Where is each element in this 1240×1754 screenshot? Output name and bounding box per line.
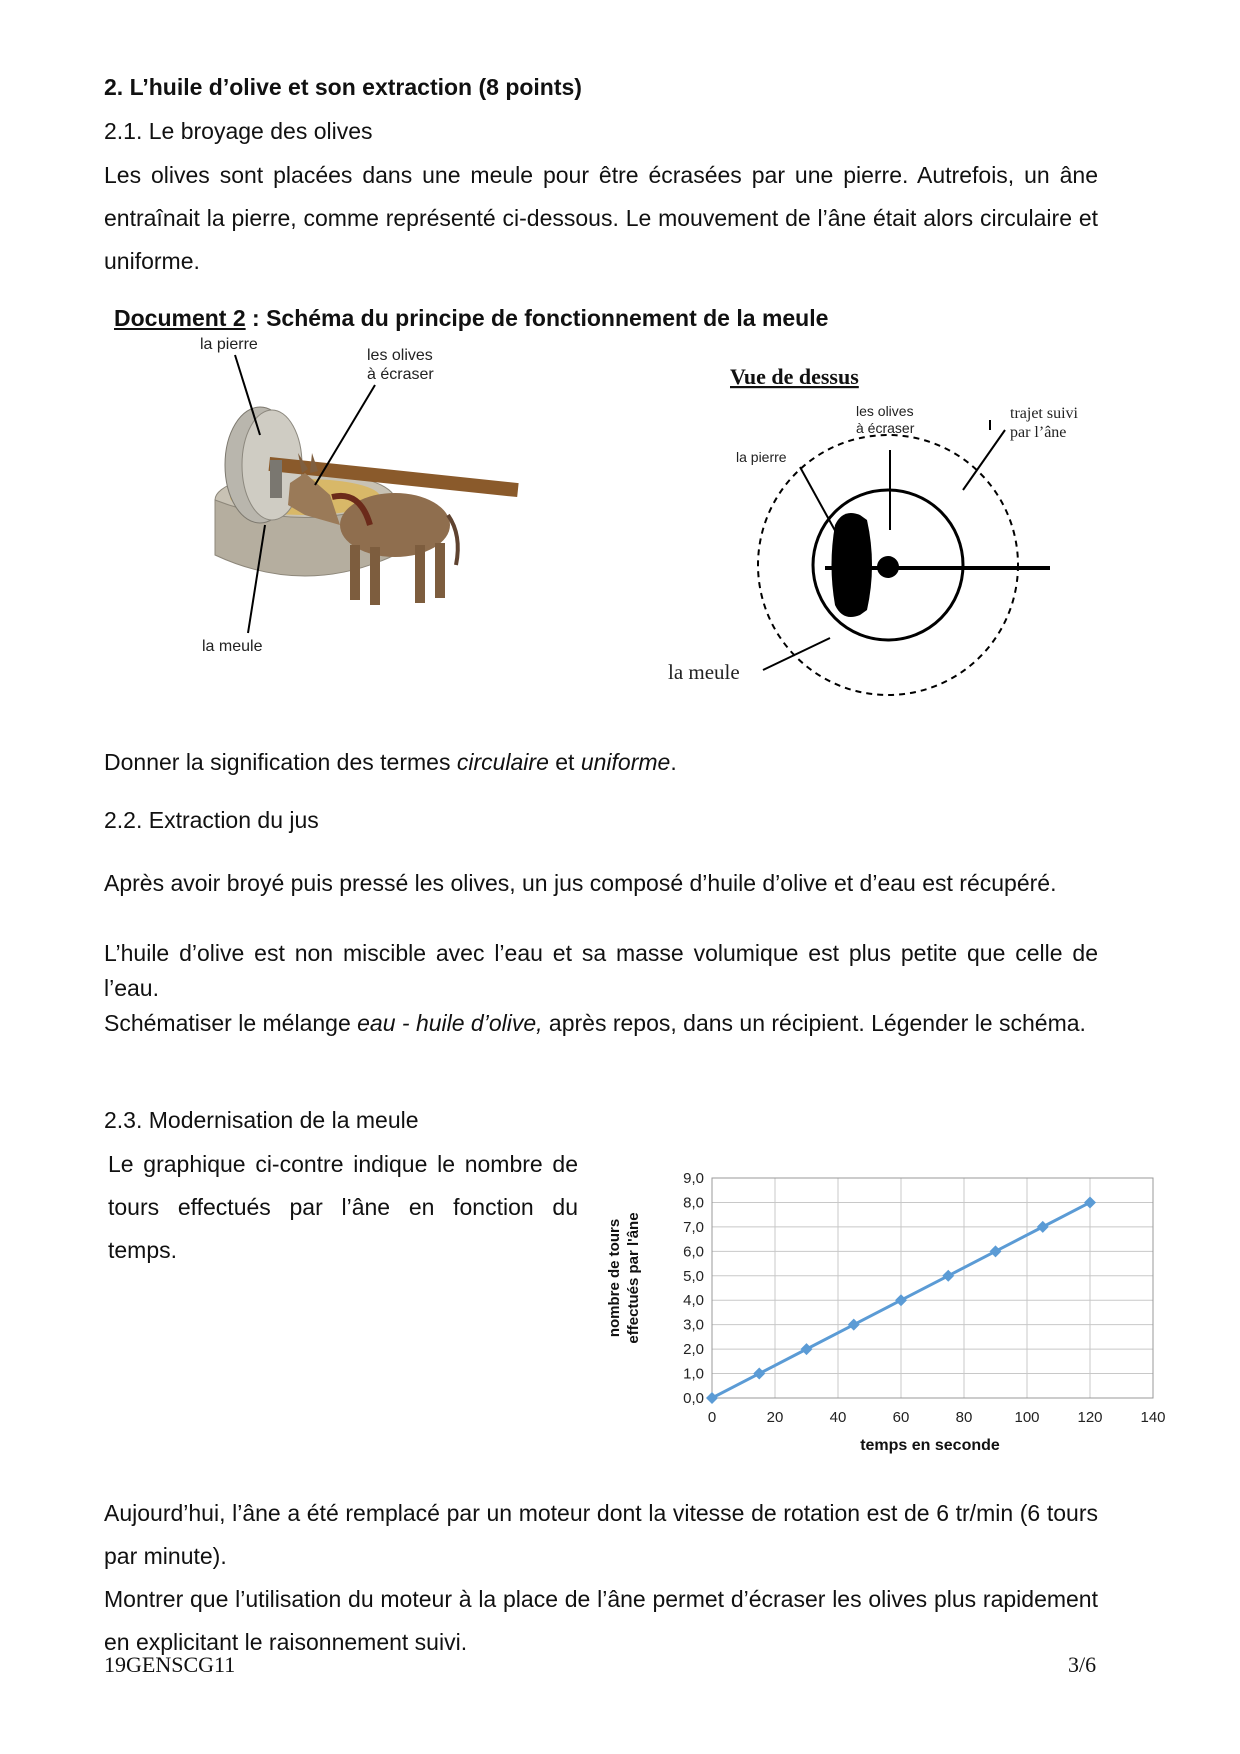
y-tick-label: 6,0	[683, 1243, 704, 1261]
subsection-title-2-2: 2.2. Extraction du jus	[104, 807, 319, 833]
paragraph-2-2-1: Après avoir broyé puis pressé les olives, un jus composé d’huile d’olive et d’eau est récupéré.	[104, 870, 1057, 896]
document-2-heading	[114, 305, 828, 332]
tours-vs-time-chart	[600, 1150, 1180, 1460]
y-tick-label: 8,0	[683, 1194, 704, 1212]
subsection-title-2-3: 2.3. Modernisation de la meule	[104, 1107, 419, 1133]
y-tick-label: 2,0	[683, 1341, 704, 1359]
y-tick-label: 1,0	[683, 1365, 704, 1383]
section-title: 2. L’huile d’olive et son extraction (8 points)	[104, 74, 582, 100]
question-2-1: Donner la signification des termes circulaire et uniforme.	[104, 749, 677, 775]
paragraph-2-2-2: L’huile d’olive est non miscible avec l’eau et sa masse volumique est plus petite que celle de l’eau.	[104, 940, 1098, 1001]
data-point	[753, 1368, 765, 1380]
term-circulaire: circulaire	[456, 749, 549, 775]
data-point	[706, 1392, 718, 1404]
y-tick-label: 4,0	[683, 1292, 704, 1310]
x-tick-label: 0	[707, 1409, 717, 1426]
x-tick-label: 80	[955, 1409, 973, 1426]
data-point	[848, 1319, 860, 1331]
topview-label-mill: la meule	[668, 660, 740, 684]
footer-page-number: 3/6	[1068, 1652, 1097, 1677]
x-tick-label: 140	[1140, 1409, 1166, 1426]
paragraph-2-3-2: Montrer que l’utilisation du moteur à la place de l’âne permet d’écraser les olives plus rapidement en explicitant le raisonnement suivi.	[104, 1586, 1098, 1655]
chart-x-label: temps en seconde	[860, 1437, 1000, 1454]
term-uniforme: uniforme	[580, 749, 671, 775]
y-tick-label: 5,0	[683, 1267, 704, 1285]
photo-label-mill: la meule	[202, 638, 263, 655]
chart-y-label-1: nombre de tours	[606, 1218, 623, 1338]
x-tick-label: 20	[766, 1409, 784, 1426]
footer-code: 19GENSCG11	[104, 1652, 236, 1677]
y-tick-label: 0,0	[683, 1390, 704, 1407]
axis-dot	[877, 556, 899, 578]
photo-label-stone: la pierre	[200, 336, 258, 353]
subsection-title-2-1: 2.1. Le broyage des olives	[104, 118, 373, 144]
data-point	[942, 1270, 954, 1282]
topview-label-path-2: par l’âne	[1010, 424, 1067, 441]
stone-shape	[832, 513, 873, 617]
millstone-illustration	[200, 336, 540, 685]
chart-ticks	[683, 1170, 1165, 1426]
topview-label-olives-2: à écraser	[856, 420, 915, 436]
y-tick-label: 9,0	[683, 1170, 704, 1187]
data-point	[990, 1245, 1002, 1257]
data-point	[895, 1294, 907, 1306]
photo-label-olives-2: à écraser	[367, 366, 434, 383]
document-label: Document 2	[114, 305, 246, 331]
x-tick-label: 100	[1014, 1409, 1040, 1426]
y-tick-label: 7,0	[683, 1218, 704, 1236]
y-tick-label: 3,0	[683, 1316, 704, 1334]
chart-y-label-2: effectués par l'âne	[625, 1212, 642, 1344]
topview-label-stone: la pierre	[736, 449, 787, 465]
top-view-title: Vue de dessus	[730, 364, 859, 389]
x-tick-label: 40	[829, 1409, 847, 1426]
paragraph-2-3-1: Aujourd’hui, l’âne a été remplacé par un moteur dont la vitesse de rotation est de 6 tr/min (6 tours par minute).	[104, 1500, 1098, 1569]
topview-label-olives-1: les olives	[856, 403, 914, 419]
x-tick-label: 60	[892, 1409, 910, 1426]
photo-label-olives-1: les olives	[367, 347, 433, 364]
top-view-diagram	[645, 360, 1115, 690]
data-point	[1037, 1221, 1049, 1233]
topview-label-path-1: trajet suivi	[1010, 405, 1078, 422]
data-point	[801, 1343, 813, 1355]
x-tick-label: 120	[1077, 1409, 1103, 1426]
data-point	[1084, 1196, 1096, 1208]
paragraph-2-3-intro: Le graphique ci-contre indique le nombre de tours effectués par l’âne en fonction du temps.	[108, 1151, 578, 1263]
document-title: : Schéma du principe de fonctionnement de la meule	[245, 305, 829, 331]
paragraph-2-2-3: Schématiser le mélange eau - huile d’olive, après repos, dans un récipient. Légender le schéma.	[104, 1010, 1086, 1036]
paragraph-2-1: Les olives sont placées dans une meule pour être écrasées par une pierre. Autrefois, un âne entraînait la pierre, comme représenté ci-dessous. Le mouvement de l’âne était alors circulaire et uniforme.	[104, 162, 1098, 274]
